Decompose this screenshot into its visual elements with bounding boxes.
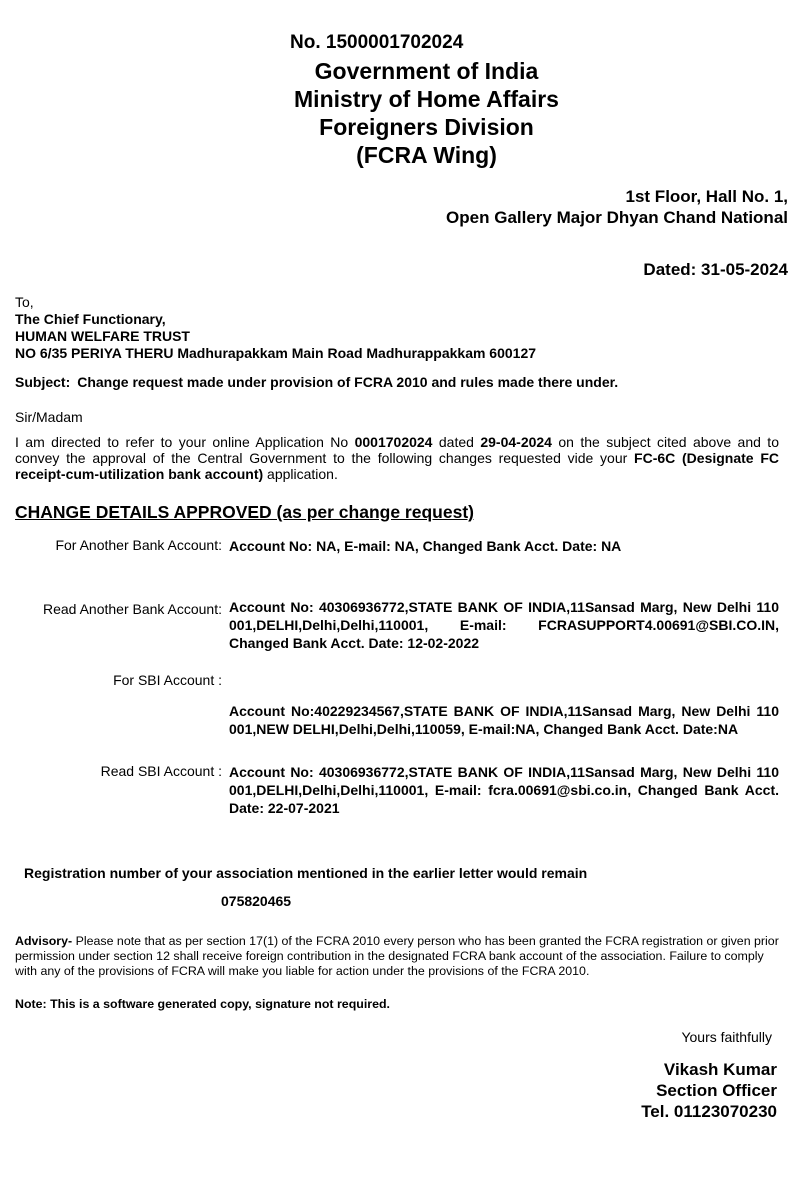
heading-division: Foreigners Division <box>319 114 534 140</box>
signatory-designation: Section Officer <box>656 1081 777 1100</box>
recipient-organization: HUMAN WELFARE TRUST <box>15 328 190 344</box>
advisory-label: Advisory- <box>15 934 73 948</box>
office-address-line-2: Open Gallery Major Dhyan Chand National <box>446 208 788 227</box>
application-number: 0001702024 <box>354 434 433 450</box>
change-row-label: For SBI Account : <box>113 672 222 688</box>
salutation: Sir/Madam <box>15 409 83 425</box>
subject-line <box>15 374 618 390</box>
reference-number: No. 1500001702024 <box>290 32 464 53</box>
change-row-value: Account No:40229234567,STATE BANK OF INDIA,11Sansad Marg, New Delhi 110 001,NEW DELHI,Delhi,Delhi,110059, E-mail:NA, Changed Bank Acct. Date:NA <box>229 703 779 737</box>
body-text-1: I am directed to refer to your online Application No <box>15 434 355 450</box>
form-name: FC-6C (Designate FC receipt-cum-utilization bank account) <box>15 450 779 482</box>
recipient-to: To, <box>15 294 34 310</box>
signatory-name: Vikash Kumar <box>663 1060 777 1079</box>
letter-date: Dated: 31-05-2024 <box>643 260 788 279</box>
signatory-telephone: Tel. 01123070230 <box>641 1102 777 1121</box>
body-text-4: application. <box>263 466 338 482</box>
heading-ministry: Ministry of Home Affairs <box>294 86 559 112</box>
registration-number: 075820465 <box>221 893 292 909</box>
heading-government: Government of India <box>314 58 539 84</box>
advisory-paragraph <box>15 934 779 979</box>
application-date: 29-04-2024 <box>480 434 552 450</box>
recipient-address: NO 6/35 PERIYA THERU Madhurapakkam Main Road Madhurappakkam 600127 <box>15 345 537 361</box>
change-row-label: For Another Bank Account: <box>55 537 222 553</box>
office-address-line-1: 1st Floor, Hall No. 1, <box>625 187 788 206</box>
recipient-title: The Chief Functionary, <box>15 311 166 327</box>
change-row-label: Read SBI Account : <box>100 763 222 779</box>
software-note: Note: This is a software generated copy, signature not required. <box>15 997 391 1011</box>
body-text-2: dated <box>432 434 481 450</box>
body-paragraph <box>15 434 779 482</box>
change-row-value: Account No: NA, E-mail: NA, Changed Bank Acct. Date: NA <box>229 538 622 554</box>
closing: Yours faithfully <box>681 1029 772 1045</box>
change-row-value: Account No: 40306936772,STATE BANK OF INDIA,11Sansad Marg, New Delhi 110 001,DELHI,Delhi,Delhi,110001, E-mail: fcra.00691@sbi.co.in, Changed Bank Acct. Date: 22-07-2021 <box>229 764 779 816</box>
subject-text: Change request made under provision of FCRA 2010 and rules made there under. <box>77 374 619 390</box>
subject-label: Subject: <box>15 374 71 390</box>
advisory-text: Please note that as per section 17(1) of the FCRA 2010 every person who has been granted the FCRA registration or given prior permission under section 12 shall receive foreign contribution in the designated FCRA bank account of the association. Failure to comply with any of the provisions of FCRA will make you liable for action under the provisions of the FCRA 2010. <box>15 934 779 978</box>
change-row-value: Account No: 40306936772,STATE BANK OF INDIA,11Sansad Marg, New Delhi 110 001,DELHI,Delhi,Delhi,110001, E-mail: FCRASUPPORT4.00691@SBI.CO.IN, Changed Bank Acct. Date: 12-02-2022 <box>229 599 779 651</box>
change-details-title: CHANGE DETAILS APPROVED (as per change request) <box>15 502 474 522</box>
body-text-3: on the subject cited above and to convey the approval of the Central Government to the following changes requested vide your <box>15 434 779 466</box>
change-row-label: Read Another Bank Account: <box>42 601 222 617</box>
registration-text: Registration number of your association mentioned in the earlier letter would remain <box>24 865 588 881</box>
heading-wing: (FCRA Wing) <box>356 142 497 168</box>
